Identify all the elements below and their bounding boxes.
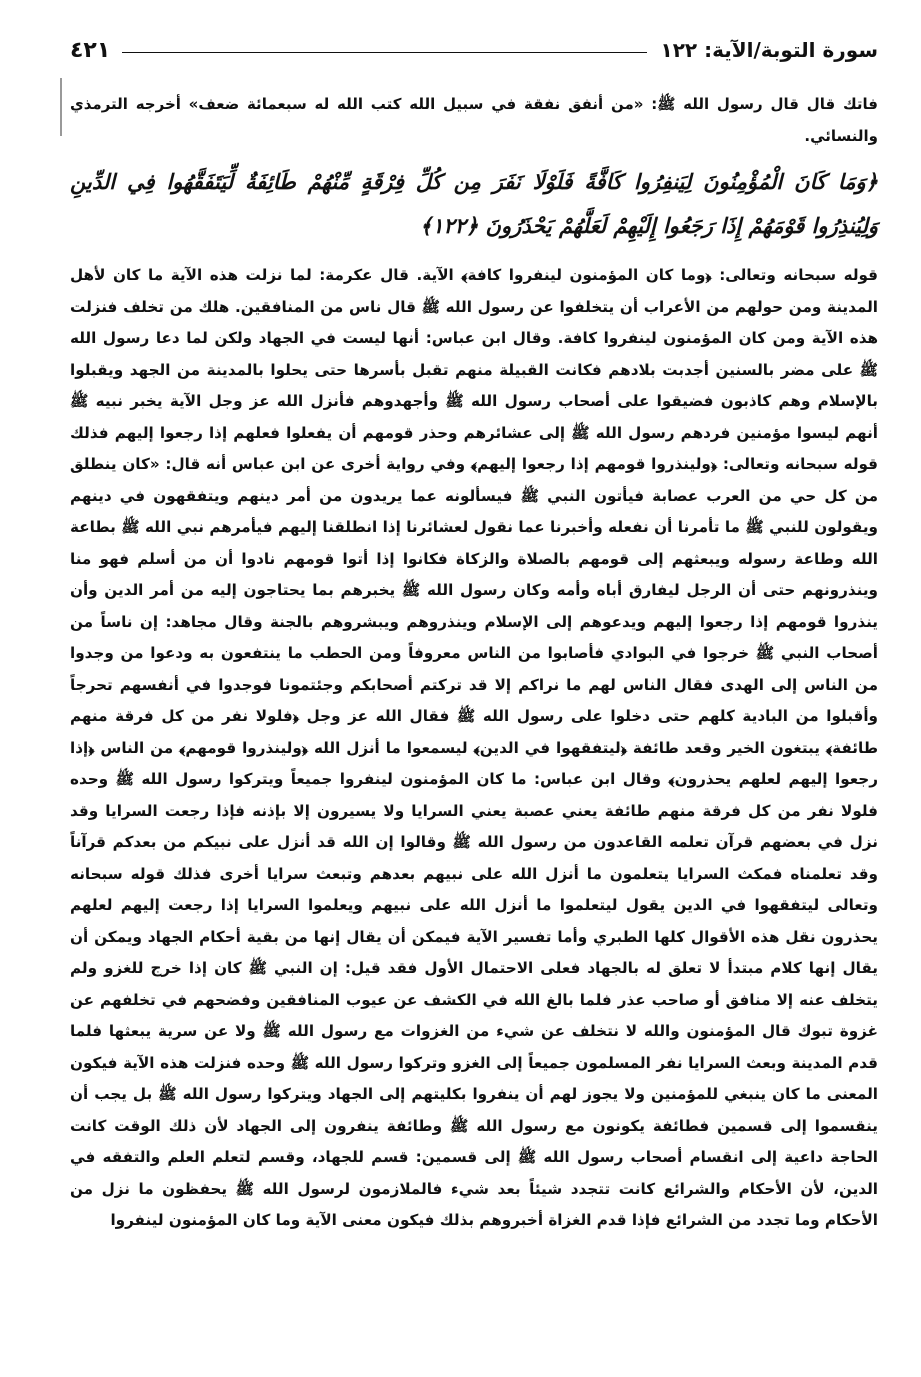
tafsir-paragraph: قوله سبحانه وتعالى: ﴿وما كان المؤمنون لينفروا كافة﴾ الآية. قال عكرمة: لما نزلت هذه الآية ما كان لأهل المدينة ومن حولهم من الأعراب أن يتخلفوا عن رسول الله ﷺ قال ناس من المنافقين. هلك من تخلف فنزلت هذه الآية ومن كان المؤمنون لينفروا كافة. وقال ابن عباس: أنها ليست في الجهاد ولكن لما دعا رسول الله ﷺ على مضر بالسنين أجدبت بلادهم فكانت القبيلة منهم تقبل بأسرها حتى يحلوا بالمدينة من الجهد ويقبلوا بالإسلام وهم كاذبون فضيقوا على أصحاب رسول الله ﷺ وأجهدوهم فأنزل الله عز وجل الآية يخبر نبيه ﷺ أنهم ليسوا مؤمنين فردهم رسول الله ﷺ إلى عشائرهم وحذر قومهم أن يفعلوا فعلهم إذا رجعوا إليهم فذلك قوله سبحانه وتعالى: ﴿ولينذروا قومهم إذا رجعوا إليهم﴾ وفي رواية أخرى عن ابن عباس أنه قال: «كان ينطلق من كل حي من العرب عصابة فيأتون النبي ﷺ فيسألونه عما يريدون من أمر دينهم ويتفقهون في دينهم ويقولون للنبي ﷺ ما تأمرنا أن نفعله وأخبرنا عما نقول لعشائرنا إذا انطلقنا إليهم فيأمرهم نبي الله ﷺ بطاعة الله وطاعة رسوله ويبعثهم إلى قومهم بالصلاة والزكاة فكانوا إذا أتوا قومهم نادوا أن من أسلم فهو منا وينذرونهم حتى أن الرجل ليفارق أباه وأمه وكان رسول الله ﷺ يخبرهم بما يحتاجون إليه من أمر الدين وأن ينذروا قومهم إذا رجعوا إليهم ويدعوهم إلى الإسلام وينذروهم ويبشروهم بالجنة وقال مجاهد: إن ناساً من أصحاب النبي ﷺ خرجوا في البوادي فأصابوا من الناس معروفاً ومن الحطب ما ينتفعون به ودعوا من وجدوا من الناس إلى الهدى فقال الناس لهم ما نراكم إلا قد تركتم أصحابكم وجئتمونا فوجدوا في أنفسهم تحرجاً وأقبلوا من البادية كلهم حتى دخلوا على رسول الله ﷺ فقال الله عز وجل ﴿فلولا نفر من كل فرقة منهم طائفة﴾ يبتغون الخير وقعد طائفة ﴿ليتفقهوا في الدين﴾ ليسمعوا ما أنزل الله ﴿ولينذروا قومهم﴾ من الناس ﴿إذا رجعوا إليهم لعلهم يحذرون﴾ وقال ابن عباس: ما كان المؤمنون لينفروا جميعاً ويتركوا رسول الله ﷺ وحده فلولا نفر من كل فرقة منهم طائفة يعني عصبة يعني السرايا ولا يسيرون إلا بإذنه فإذا رجعت السرايا وقد نزل في بعضهم قرآن تعلمه القاعدون من رسول الله ﷺ وقالوا إن الله قد أنزل على نبيكم من بعدكم قرآناً وقد تعلمناه فمكث السرايا يتعلمون ما أنزل الله على نبيهم بعدهم وتبعث سرايا أخرى فذلك قوله سبحانه وتعالى ليتفقهوا في الدين يقول ليتعلموا ما أنزل الله على نبيهم ويعلموا السرايا إذا رجعت إليهم لعلهم يحذرون نقل هذه الأقوال كلها الطبري وأما تفسير الآية فيمكن أن يقال إنها من بقية أحكام الجهاد ويمكن أن يقال إنها كلام مبتدأ لا تعلق له بالجهاد فعلى الاحتمال الأول فقد قيل: إن النبي ﷺ كان إذا خرج للغزو ولم يتخلف عنه إلا منافق أو صاحب عذر فلما بالغ الله في الكشف عن عيوب المنافقين وفضحهم في تخلفهم عن غزوة تبوك قال المؤمنون والله لا نتخلف عن شيء من الغزوات مع رسول الله ﷺ ولا عن سرية يبعثها فلما قدم المدينة وبعث السرايا نفر المسلمون جميعاً إلى الغزو وتركوا رسول الله ﷺ وحده فنزلت هذه الآية فيكون المعنى ما كان ينبغي للمؤمنين ولا يجوز لهم أن ينفروا بكليتهم إلى الجهاد ويتركوا رسول الله ﷺ بل يجب أن ينقسموا إلى قسمين فطائفة يكونون مع رسول الله ﷺ وطائفة ينفرون إلى الجهاد لأن ذلك الوقت كانت الحاجة داعية إلى انقسام أصحاب رسول الله ﷺ إلى قسمين: قسم للجهاد، وقسم لتعلم العلم والتفقه في الدين، لأن الأحكام والشرائع كانت تتجدد شيئاً بعد شيء فالملازمون لرسول الله ﷺ يحفظون ما نزل من الأحكام وما تجدد من الشرائع فإذا قدم الغزاة أخبروهم بذلك فيكون معنى الآية وما كان المؤمنون لينفروا (70, 266, 878, 1229)
page-header (70, 28, 878, 72)
intro-text: فاتك قال قال رسول الله ﷺ: «من أنفق نفقة في سبيل الله كتب الله له سبعمائة ضعف» أخرجه الترمذي والنسائي. (70, 95, 878, 145)
verse-text: ﴿وَمَا كَانَ الْمُؤْمِنُونَ لِيَنفِرُوا كَافَّةً فَلَوْلَا نَفَرَ مِن كُلِّ فِرْقَةٍ مِّنْهُمْ طَائِفَةٌ لِّيَتَفَقَّهُوا فِي الدِّينِ وَلِيُنذِرُوا قَوْمَهُمْ إِذَا رَجَعُوا إِلَيْهِمْ لَعَلَّهُمْ يَحْذَرُونَ ﴿١٢٢﴾ (70, 169, 878, 238)
quran-verse (70, 160, 878, 248)
tafsir-body (70, 260, 878, 1237)
surah-verse-label: سورة التوبة/الآية: ١٢٢ (660, 38, 878, 62)
header-rule (122, 52, 646, 53)
margin-mark (60, 78, 62, 136)
page-number: ٤٢١ (70, 37, 111, 63)
intro-paragraph (70, 88, 878, 152)
